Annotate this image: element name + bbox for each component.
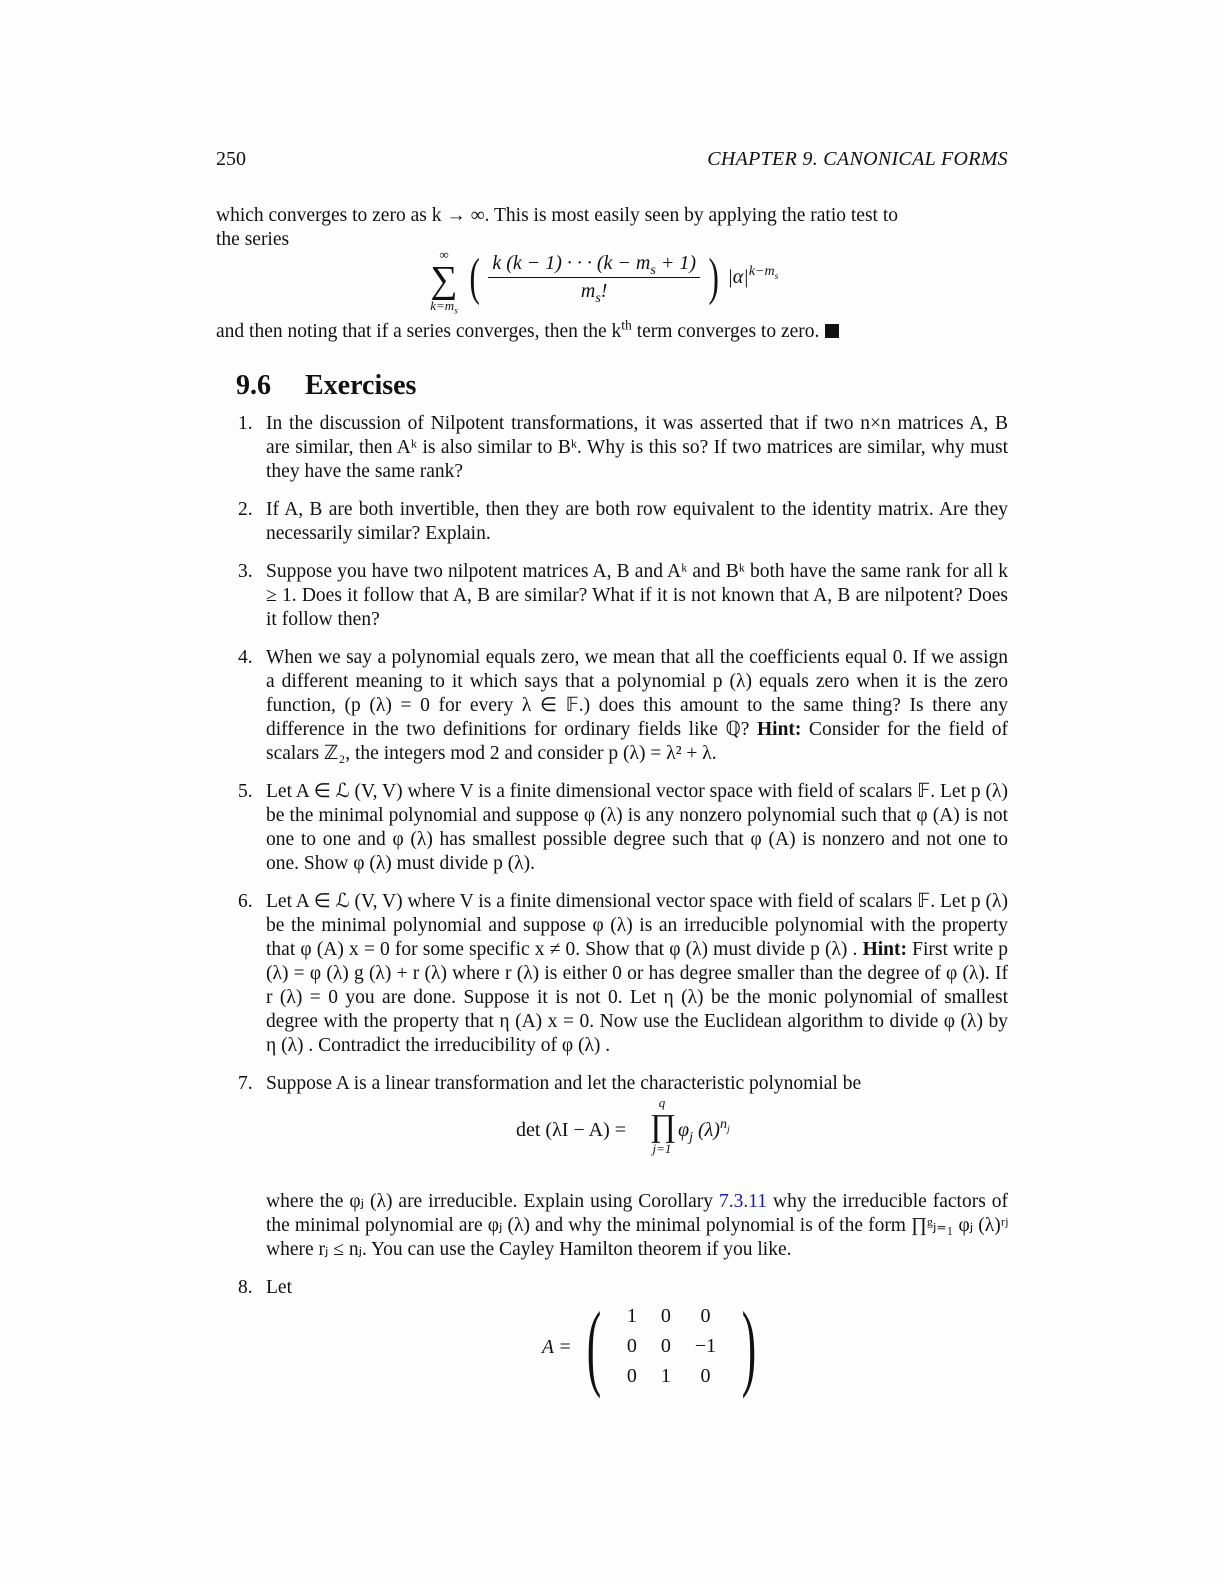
- matrix-right-paren: ): [741, 1292, 757, 1399]
- exercise-number: 4.: [238, 647, 253, 668]
- qed-square-icon: [825, 324, 839, 338]
- intro-paragraph: [216, 204, 1008, 252]
- exercise-item: [216, 412, 1008, 484]
- exercise-number: 6.: [238, 891, 253, 912]
- series-fraction: $\frac{k (k - 1) \cdot \cdot \cdot (k - m_s + 1)}{m_s!}$: [488, 252, 700, 303]
- exercise-item: [216, 780, 1008, 876]
- section-number: 9.6: [236, 370, 271, 401]
- exercise-text: Suppose you have two nilpotent matrices A, B and Aᵏ and Bᵏ both have the same rank for all k ≥ 1. Does it follow that A, B are similar? What if it is not known that A, B are nilpotent? Does it follow then?: [266, 561, 1008, 630]
- exercise-text-continued: where the φⱼ (λ) are irreducible. Explain using Corollary 7.3.11 why the irreducible factors of the minimal polynomial are φⱼ (λ) and why the minimal polynomial is of the form ∏ᵍⱼ₌₁ φⱼ (λ)ʳʲ where rⱼ ≤ nⱼ. You can use the Cayley Hamilton theorem if you like.: [266, 1191, 1008, 1260]
- exercise-item: [216, 560, 1008, 632]
- right-paren: ): [708, 249, 719, 306]
- abs-alpha: $|\alpha|^{k-m_s}$: [727, 264, 779, 288]
- hint-label: Hint:: [756, 719, 802, 740]
- matrix-left-paren: (: [586, 1292, 602, 1399]
- exercise-number: 8.: [238, 1277, 253, 1298]
- left-paren: (: [469, 249, 480, 306]
- exercise-item: [216, 498, 1008, 546]
- page-header: [216, 148, 1008, 171]
- sum-upper: ∞: [439, 247, 449, 262]
- section-heading: [236, 370, 416, 402]
- running-title: CHAPTER 9. CANONICAL FORMS: [707, 148, 1008, 170]
- exercise-item: [216, 1276, 1008, 1399]
- exercise-item: [216, 890, 1008, 1058]
- intro-line-1: which converges to zero as k → ∞. This is most easily seen by applying the ratio test to: [216, 205, 899, 226]
- exercise-number: 7.: [238, 1073, 253, 1094]
- exercise-number: 2.: [238, 499, 253, 520]
- section-title: Exercises: [305, 370, 417, 401]
- intro-conclusion: and then noting that if a series converges, then the $k^{th}$ term converges to zero.: [216, 320, 1008, 344]
- exercise-text: Let A ∈ ℒ (V, V) where V is a finite dimensional vector space with field of scalars 𝔽. Let p (λ) be the minimal polynomial and suppose φ (λ) is an irreducible polynomial with the property that φ (A) x = 0 for some specific x ≠ 0. Show that φ (λ) must divide p (λ) . Hint: First write p (λ) = φ (λ) g (λ) + r (λ) where r (λ) is either 0 or has degree smaller than the degree of φ (λ). If r (λ) = 0 you are done. Suppose it is not 0. Let η (λ) be the monic polynomial of smallest degree with the property that η (A) x = 0. Now use the Euclidean algorithm to divide φ (λ) by η (λ) . Contradict the irreducibility of φ (λ) .: [266, 891, 1008, 1056]
- exercise-text: If A, B are both invertible, then they are both row equivalent to the identity matrix. Are they necessarily similar? Explain.: [266, 499, 1008, 544]
- exercise-item: [216, 646, 1008, 766]
- exercise-text: When we say a polynomial equals zero, we mean that all the coefficients equal 0. If we assign a different meaning to it which says that a polynomial p (λ) equals zero when it is the zero function, (p (λ) = 0 for every λ ∈ 𝔽.) does this amount to the same thing? Is there any difference in the two definitions for ordinary fields like ℚ? Hint: Consider for the field of scalars ℤ₂, the integers mod 2 and consider p (λ) = λ² + λ.: [266, 647, 1009, 764]
- matrix-equation: [266, 1292, 1008, 1399]
- product-symbol: ∏: [650, 1107, 677, 1143]
- sum-symbol: ∑: [430, 259, 458, 301]
- exercise-text: In the discussion of Nilpotent transformations, it was asserted that if two n×n matrices A, B are similar, then Aᵏ is also similar to Bᵏ. Why is this so? If two matrices are similar, why must they have the same rank?: [266, 413, 1008, 482]
- hint-label: Hint:: [862, 939, 907, 960]
- characteristic-polynomial-equation: det (λI − A) = q ∏ j=1 $\varphi_j$ $(\lambda)^{n_j}$: [516, 1095, 730, 1156]
- exercise-text: Let A ∈ ℒ (V, V) where V is a finite dimensional vector space with field of scalars 𝔽. Let p (λ) be the minimal polynomial and suppose φ (λ) is any nonzero polynomial such that φ (A) is not one to one and φ (λ) has smallest possible degree such that φ (A) is nonzero and not one to one. Show φ (λ) must divide p (λ).: [266, 781, 1008, 874]
- page-number: 250: [216, 148, 246, 170]
- exercise-number: 5.: [238, 781, 253, 802]
- exercise-list: [216, 412, 1008, 1410]
- series-equation: [424, 247, 824, 316]
- intro-line-2: the series: [216, 229, 290, 250]
- sum-lower: $k=m_s$: [430, 298, 458, 316]
- exercise-text: Let: [266, 1277, 292, 1298]
- matrix-label: A =: [542, 1337, 572, 1358]
- corollary-link[interactable]: 7.3.11: [719, 1191, 768, 1212]
- matrix-A: 1 0 0 0 0 −1 0 1 0: [626, 1305, 717, 1387]
- exercise-text: Suppose A is a linear transformation and let the characteristic polynomial be: [266, 1073, 862, 1094]
- exercise-item: [216, 1072, 1008, 1262]
- exercise-number: 1.: [238, 413, 253, 434]
- exercise-number: 3.: [238, 561, 253, 582]
